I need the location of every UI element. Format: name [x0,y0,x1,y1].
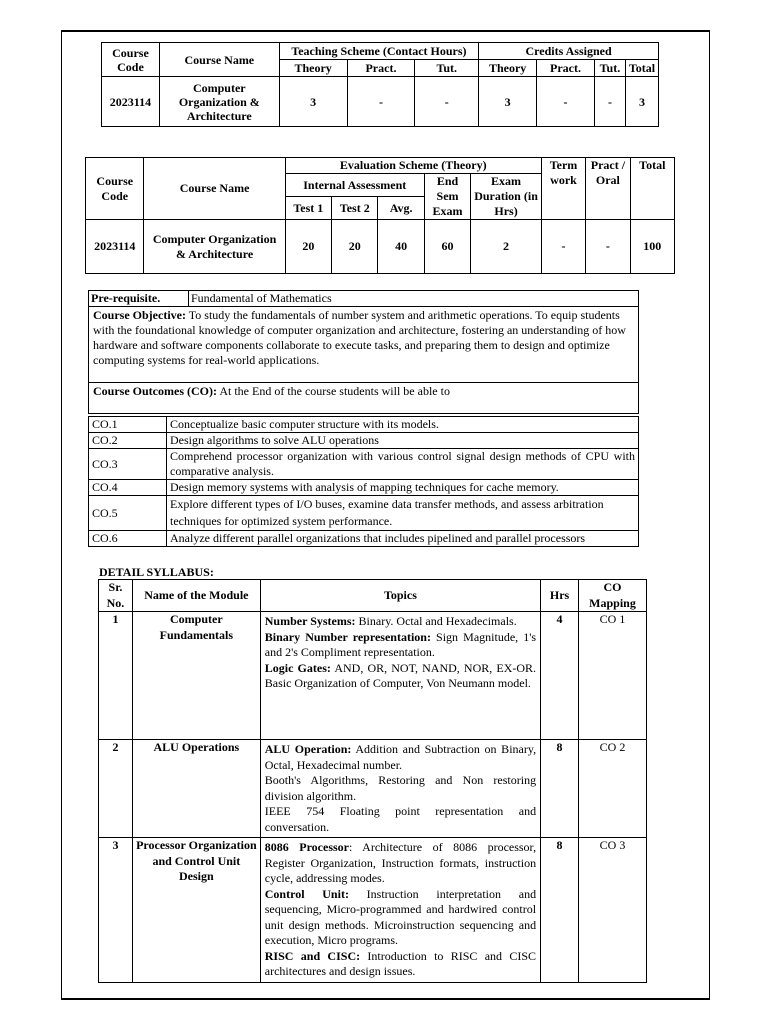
col-course-code: Course Code [86,158,144,220]
course-info-table [88,290,639,414]
module-name: Processor Organization and Control Unit Design [132,838,260,983]
col-exam-duration: Exam Duration (in Hrs) [471,174,542,220]
credit-total: 3 [625,77,658,127]
col-total: Total [630,158,674,220]
outcome-text: Explore different types of I/O buses, examine data transfer methods, and assess arbitration techniques for optimized system performance. [167,496,639,531]
col-course-name: Course Name [144,158,285,220]
syllabus-row [99,740,647,838]
module-topics [260,838,540,983]
outcome-id: CO.5 [89,496,167,531]
col-hrs: Hrs [541,580,579,612]
detail-syllabus-heading: DETAIL SYLLABUS: [99,565,214,579]
module-hrs: 4 [541,612,579,740]
outcome-text: Design algorithms to solve ALU operations [167,433,639,449]
teaching-theory: 3 [279,77,347,127]
credit-tut: - [594,77,625,127]
teaching-tut: - [415,77,479,127]
outcome-row [89,531,639,547]
eval-end-sem: 60 [424,220,470,274]
module-sr: 3 [99,838,133,983]
course-outcomes-table [88,416,639,547]
course-name: Computer Organization & Architecture [159,77,279,127]
outcome-text: Conceptualize basic computer structure with its models. [167,417,639,433]
module-hrs: 8 [541,740,579,838]
topic-text: AND, OR, NOT, NAND, NOR, EX-OR. Basic Organization of Computer, Von Neumann model. [264,660,537,690]
eval-duration: 2 [471,220,542,274]
outcomes-text: At the End of the course students will be able to [219,384,450,398]
module-sr: 2 [99,740,133,838]
topic-label: Number Systems: [264,614,356,628]
col-course-name: Course Name [159,43,279,77]
outcome-text: Comprehend processor organization with various control signal design methods of CPU with comparative analysis. [167,449,639,480]
topic-text: Addition and Subtraction on Binary, Octal, Hexadecimal number. [264,742,537,772]
eval-total: 100 [630,220,674,274]
course-name: Computer Organization & Architecture [144,220,285,274]
col-pract-oral: Pract / Oral [586,158,630,220]
topic-text: : Architecture of 8086 processor, Register Organization, Instruction formats, instruction cycle, addressing modes. [264,840,537,885]
prerequisite-label: Pre-requisite. [89,291,189,307]
topic-label: RISC and CISC: [264,948,361,963]
topic-label: Binary Number representation: [264,629,431,644]
module-name: ALU Operations [132,740,260,838]
col-avg: Avg. [378,197,424,220]
col-end-sem: End Sem Exam [424,174,470,220]
topic-text: Booth's Algorithms, Restoring and Non restoring division algorithm. [264,773,537,803]
topic-label: 8086 Processor [264,840,350,854]
col-co-mapping: CO Mapping [579,580,647,612]
col-module-name: Name of the Module [132,580,260,612]
teaching-scheme-table [101,42,659,127]
col-pract: Pract. [347,60,415,77]
module-topics [260,612,540,740]
col-eval-scheme: Evaluation Scheme (Theory) [285,158,541,174]
col-internal-assessment: Internal Assessment [285,174,424,197]
outcome-row [89,480,639,496]
col-theory: Theory [279,60,347,77]
syllabus-table [98,579,647,983]
col-course-code: Course Code [102,43,160,77]
col-test1: Test 1 [285,197,331,220]
module-co: CO 2 [579,740,647,838]
outcome-row [89,433,639,449]
col-credit-tut: Tut. [594,60,625,77]
topic-label: Control Unit: [264,886,349,901]
col-credits-assigned: Credits Assigned [479,43,659,60]
eval-test1: 20 [285,220,331,274]
outcome-id: CO.4 [89,480,167,496]
eval-term-work: - [541,220,585,274]
module-hrs: 8 [541,838,579,983]
topic-text: Introduction to RISC and CISC architectures and design issues. [264,948,537,978]
teaching-pract: - [347,77,415,127]
syllabus-row [99,838,647,983]
col-test2: Test 2 [332,197,378,220]
topic-label: ALU Operation: [264,742,352,756]
outcome-row [89,417,639,433]
objective-text: To study the fundamentals of number system and arithmetic operations. To equip students with the foundational knowledge of computer organization and architecture, fostering an understanding of how hardware and software components collaborate to execute tasks, and preparing them to design and optimize computing systems for real-world applications. [93,308,626,367]
course-code: 2023114 [102,77,160,127]
evaluation-scheme-table [85,157,675,274]
credit-pract: - [537,77,595,127]
outcome-id: CO.3 [89,449,167,480]
col-credit-total: Total [625,60,658,77]
outcome-row [89,496,639,531]
eval-pract-oral: - [586,220,630,274]
module-sr: 1 [99,612,133,740]
outcome-text: Design memory systems with analysis of mapping techniques for cache memory. [167,480,639,496]
eval-test2: 20 [332,220,378,274]
col-credit-pract: Pract. [537,60,595,77]
syllabus-row [99,612,647,740]
course-code: 2023114 [86,220,144,274]
course-outcomes-intro [89,383,639,414]
topic-text: Instruction interpretation and sequencing, Micro-programmed and hardwired control unit design methods. Microinstruction sequencing and execution, Micro programs. [264,886,537,947]
page-bottom-rule [61,999,710,1000]
module-co: CO 1 [579,612,647,740]
outcome-id: CO.6 [89,531,167,547]
eval-avg: 40 [378,220,424,274]
col-topics: Topics [260,580,540,612]
col-term-work: Term work [541,158,585,220]
topic-text: IEEE 754 Floating point representation and conversation. [264,804,537,834]
col-tut: Tut. [415,60,479,77]
module-co: CO 3 [579,838,647,983]
prerequisite-value: Fundamental of Mathematics [189,291,639,307]
col-sr-no: Sr. No. [99,580,133,612]
module-name: Computer Fundamentals [132,612,260,740]
col-credit-theory: Theory [479,60,537,77]
col-teaching-scheme: Teaching Scheme (Contact Hours) [279,43,478,60]
topic-text: Sign Magnitude, 1's and 2's Compliment representation. [264,629,537,659]
outcome-id: CO.1 [89,417,167,433]
outcome-text: Analyze different parallel organizations that includes pipelined and parallel processors [167,531,639,547]
outcome-row [89,449,639,480]
course-objective [89,307,639,383]
topic-text: Binary. Octal and Hexadecimals. [355,614,517,628]
credit-theory: 3 [479,77,537,127]
module-topics [260,740,540,838]
outcomes-label: Course Outcomes (CO): [93,384,217,398]
objective-label: Course Objective: [93,308,186,322]
outcome-id: CO.2 [89,433,167,449]
topic-label: Logic Gates: [264,660,331,675]
